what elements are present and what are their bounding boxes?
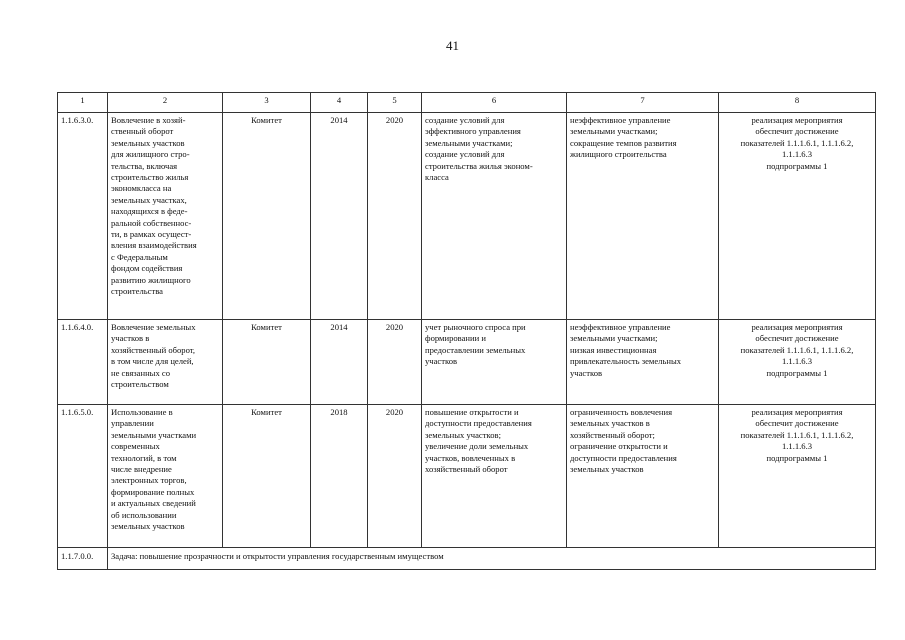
- cell-line: доступности предоставления: [570, 452, 677, 463]
- activity-name: [108, 320, 223, 405]
- cell-line: класса: [425, 172, 449, 183]
- activity-name: [108, 113, 223, 320]
- non-implementation-consequences: [567, 113, 719, 320]
- cell-line: жилищного строительства: [570, 149, 667, 160]
- cell-line: повышение открытости и: [425, 407, 519, 417]
- cell-line: Использование в: [111, 407, 173, 417]
- cell-line: и актуальных сведений: [111, 498, 196, 509]
- cell-line: привлекательность земельных: [570, 356, 682, 367]
- program-table: [57, 92, 876, 570]
- cell-line: земельными участками;: [570, 333, 658, 344]
- non-implementation-consequences: [567, 405, 719, 548]
- table-row: [58, 405, 876, 548]
- cell-line: земельных участков: [111, 521, 185, 532]
- cell-line: числе внедрение: [111, 464, 172, 475]
- cell-line: земельных участков: [111, 137, 185, 148]
- cell-line: строительства: [111, 286, 163, 297]
- cell-line: вления взаимодействия: [111, 240, 197, 251]
- cell-line: реализация мероприятия: [751, 115, 843, 125]
- cell-line: для жилищного стро-: [111, 149, 190, 160]
- cell-line: обеспечит достижение: [755, 126, 839, 137]
- cell-line: участков в: [111, 333, 150, 344]
- cell-line: современных: [111, 441, 160, 452]
- cell-line: с Федеральным: [111, 251, 168, 262]
- indicator-link: [719, 113, 876, 320]
- table-row: [58, 320, 876, 405]
- cell-line: строительство жилья: [111, 172, 189, 183]
- page-number: 41: [446, 38, 459, 53]
- cell-line: эффективного управления: [425, 126, 521, 137]
- cell-line: создание условий для: [425, 115, 505, 125]
- cell-line: участков: [425, 356, 458, 367]
- column-number: 4: [311, 93, 368, 113]
- executor: Комитет: [223, 320, 311, 405]
- activity-code: 1.1.6.4.0.: [58, 320, 108, 405]
- cell-line: хозяйственный оборот,: [111, 344, 196, 355]
- cell-line: подпрограммы 1: [766, 452, 828, 463]
- cell-line: реализация мероприятия: [751, 407, 843, 417]
- cell-line: обеспечит достижение: [755, 333, 839, 344]
- cell-line: обеспечит достижение: [755, 418, 839, 429]
- cell-line: 1.1.1.6.3: [781, 441, 813, 452]
- end-year: 2020: [368, 405, 422, 548]
- expected-result: [422, 320, 567, 405]
- cell-line: реализация мероприятия: [751, 322, 843, 332]
- column-number: 8: [719, 93, 876, 113]
- task-text: Задача: повышение прозрачности и открытости управления государственным имуществом: [108, 548, 876, 570]
- cell-line: ограничение открытости и: [570, 441, 668, 452]
- cell-line: 1.1.1.6.3: [781, 149, 813, 160]
- cell-line: находящихся в феде-: [111, 206, 188, 217]
- cell-line: участков, вовлеченных в: [425, 452, 516, 463]
- cell-line: технологий, в том: [111, 452, 177, 463]
- start-year: 2014: [311, 320, 368, 405]
- cell-line: строительством: [111, 379, 169, 390]
- expected-result: [422, 405, 567, 548]
- cell-line: земельными участками;: [570, 126, 658, 137]
- column-number: 7: [567, 93, 719, 113]
- table-row: [58, 113, 876, 320]
- cell-line: не связанных со: [111, 367, 171, 378]
- cell-line: 1.1.1.6.3: [781, 356, 813, 367]
- cell-line: развитию жилищного: [111, 274, 191, 285]
- cell-line: хозяйственный оборот;: [570, 429, 655, 440]
- cell-line: земельными участками;: [425, 137, 513, 148]
- cell-line: ственный оборот: [111, 126, 174, 137]
- cell-line: фондом содействия: [111, 263, 183, 274]
- cell-line: учет рыночного спроса при: [425, 322, 526, 332]
- cell-line: земельных участков в: [570, 418, 650, 429]
- cell-line: участков: [570, 367, 603, 378]
- start-year: 2018: [311, 405, 368, 548]
- non-implementation-consequences: [567, 320, 719, 405]
- cell-line: предоставлении земельных: [425, 344, 526, 355]
- start-year: 2014: [311, 113, 368, 320]
- cell-line: Вовлечение земельных: [111, 322, 196, 332]
- cell-line: низкая инвестиционная: [570, 344, 657, 355]
- cell-line: создание условий для: [425, 149, 505, 160]
- activity-name: [108, 405, 223, 548]
- column-number: 3: [223, 93, 311, 113]
- cell-line: об использовании: [111, 509, 177, 520]
- executor: Комитет: [223, 405, 311, 548]
- task-row: [58, 548, 876, 570]
- cell-line: формировании и: [425, 333, 486, 344]
- cell-line: подпрограммы 1: [766, 160, 828, 171]
- cell-line: строительства жилья эконом-: [425, 160, 533, 171]
- cell-line: ральной собственнос-: [111, 217, 192, 228]
- cell-line: доступности предоставления: [425, 418, 532, 429]
- column-number: 6: [422, 93, 567, 113]
- column-number-row: [58, 93, 876, 113]
- cell-line: показателей 1.1.1.6.1, 1.1.1.6.2,: [740, 429, 854, 440]
- cell-line: земельными участками: [111, 429, 197, 440]
- cell-line: показателей 1.1.1.6.1, 1.1.1.6.2,: [740, 137, 854, 148]
- cell-line: ограниченность вовлечения: [570, 407, 673, 417]
- column-number: 1: [58, 93, 108, 113]
- indicator-link: [719, 320, 876, 405]
- executor: Комитет: [223, 113, 311, 320]
- cell-line: земельных участков;: [425, 429, 501, 440]
- cell-line: неэффективное управление: [570, 322, 671, 332]
- cell-line: формирование полных: [111, 486, 195, 497]
- cell-line: земельных участков: [570, 464, 644, 475]
- task-code: 1.1.7.0.0.: [58, 548, 108, 570]
- cell-line: тельства, включая: [111, 160, 178, 171]
- end-year: 2020: [368, 320, 422, 405]
- cell-line: земельных участках,: [111, 194, 187, 205]
- end-year: 2020: [368, 113, 422, 320]
- cell-line: хозяйственный оборот: [425, 464, 508, 475]
- cell-line: электронных торгов,: [111, 475, 187, 486]
- cell-line: в том числе для целей,: [111, 356, 194, 367]
- cell-line: экономкласса на: [111, 183, 172, 194]
- cell-line: неэффективное управление: [570, 115, 671, 125]
- cell-line: показателей 1.1.1.6.1, 1.1.1.6.2,: [740, 344, 854, 355]
- column-number: 5: [368, 93, 422, 113]
- activity-code: 1.1.6.5.0.: [58, 405, 108, 548]
- cell-line: подпрограммы 1: [766, 367, 828, 378]
- cell-line: управлении: [111, 418, 154, 429]
- activity-code: 1.1.6.3.0.: [58, 113, 108, 320]
- column-number: 2: [108, 93, 223, 113]
- indicator-link: [719, 405, 876, 548]
- expected-result: [422, 113, 567, 320]
- cell-line: увеличение доли земельных: [425, 441, 529, 452]
- cell-line: ти, в рамках осущест-: [111, 229, 192, 240]
- cell-line: сокращение темпов развития: [570, 137, 677, 148]
- cell-line: Вовлечение в хозяй-: [111, 115, 186, 125]
